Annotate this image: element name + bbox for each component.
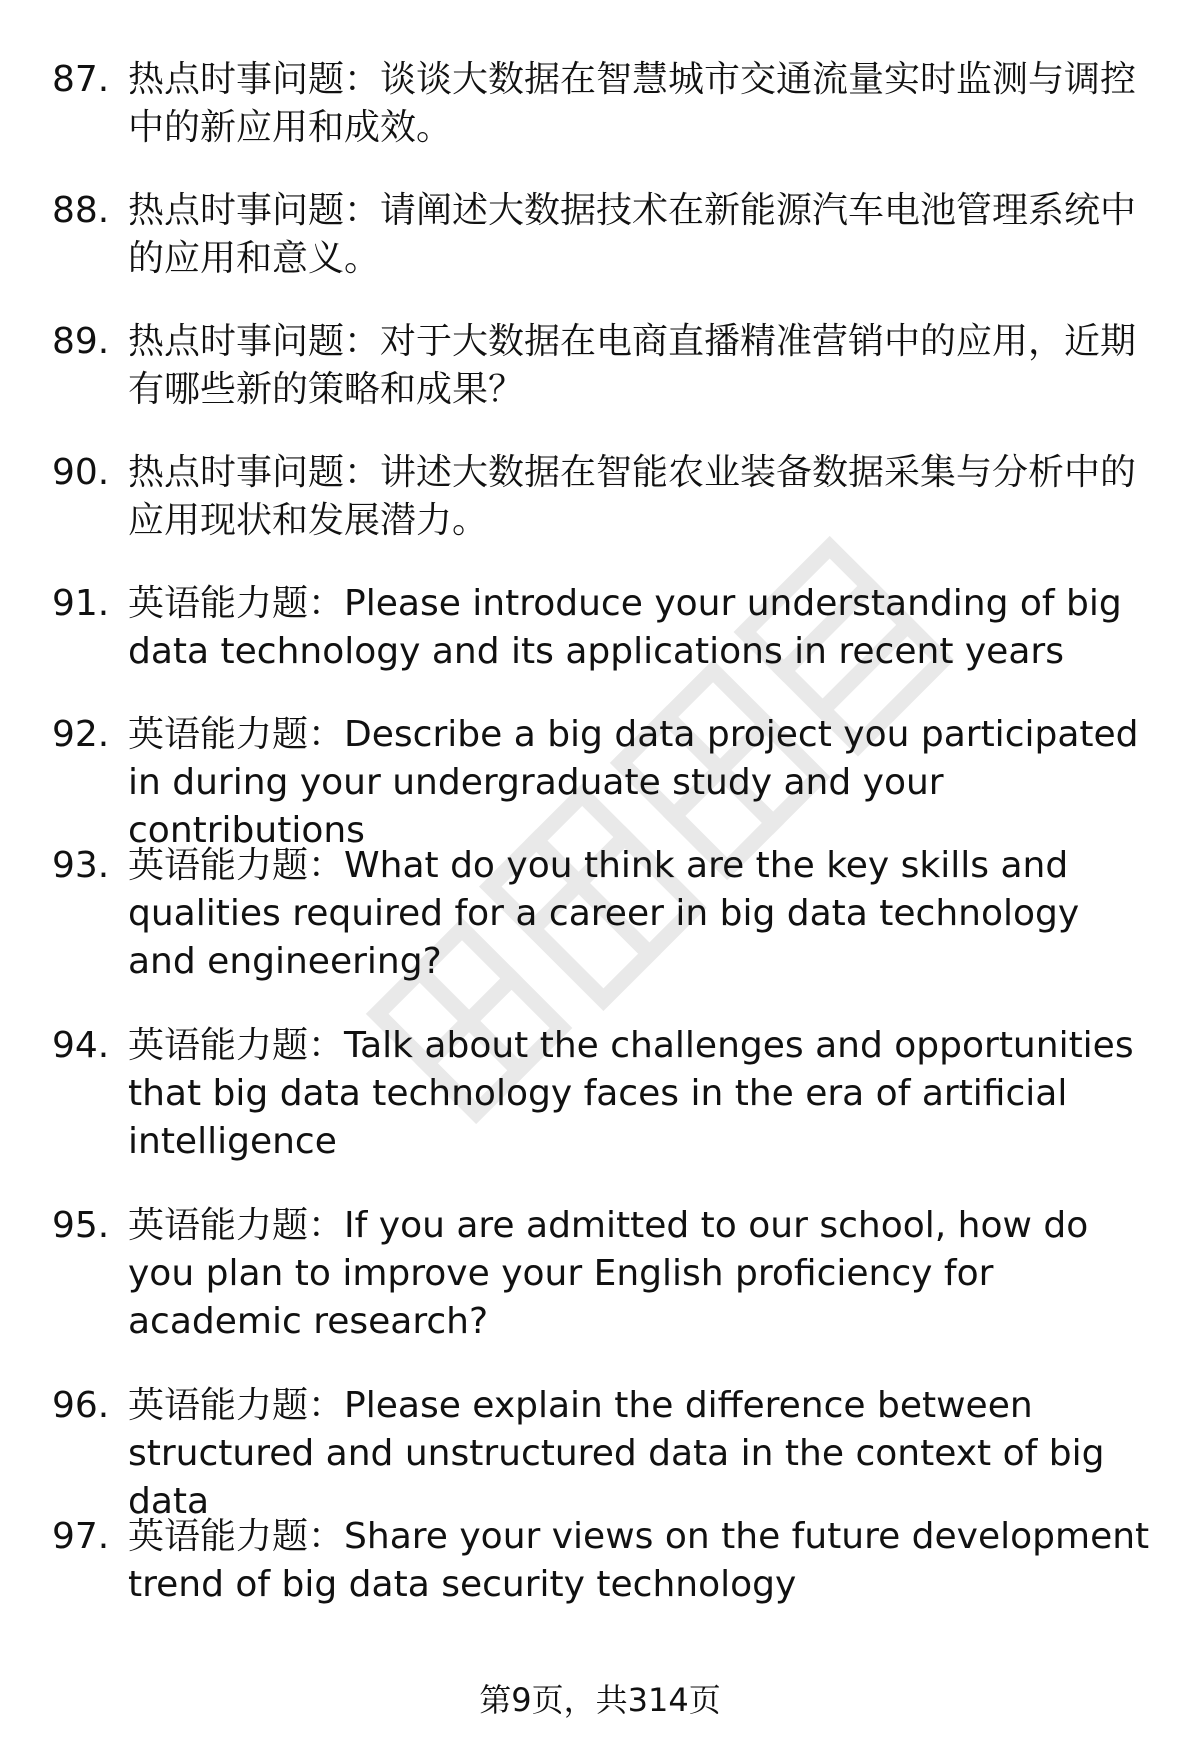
question-number: 92. bbox=[52, 714, 110, 755]
question-body: 对于大数据在电商直播精准营销中的应用，近期有哪些新的策略和成果？ bbox=[128, 321, 1137, 410]
question-text: 热点时事问题：对于大数据在电商直播精准营销中的应用，近期有哪些新的策略和成果？ bbox=[128, 321, 1137, 410]
question-text: 热点时事问题：讲述大数据在智能农业装备数据采集与分析中的应用现状和发展潜力。 bbox=[128, 452, 1137, 541]
question-text: 英语能力题：What do you think are the key skills and qualities required for a career in big data technology and engineering? bbox=[128, 845, 1080, 982]
question-text: 英语能力题：Please introduce your understanding of big data technology and its applications in recent years bbox=[128, 583, 1122, 672]
question-category: 英语能力题 bbox=[128, 714, 309, 755]
question-text: 英语能力题：Describe a big data project you participated in during your undergraduate study and your contributions bbox=[128, 714, 1139, 851]
question-body: Please explain the difference between structured and unstructured data in the context of big data bbox=[128, 1385, 1105, 1522]
question-body: Share your views on the future development trend of big data security technology bbox=[128, 1516, 1150, 1605]
question-number: 96. bbox=[52, 1385, 110, 1426]
question-number: 87. bbox=[52, 59, 110, 100]
question-number: 88. bbox=[52, 190, 110, 231]
question-number: 93. bbox=[52, 845, 110, 886]
question-text: 英语能力题：If you are admitted to our school, how do you plan to improve your English proficiency for academic research? bbox=[128, 1205, 1089, 1342]
question-body: Please introduce your understanding of big data technology and its applications in recent years bbox=[128, 583, 1122, 672]
question-text: 英语能力题：Please explain the difference between structured and unstructured data in the context of big data bbox=[128, 1385, 1105, 1522]
question-category: 英语能力题 bbox=[128, 1385, 309, 1426]
question-category: 英语能力题 bbox=[128, 1205, 309, 1246]
question-text: 英语能力题：Talk about the challenges and opportunities that big data technology faces in the era of artificial intelligence bbox=[128, 1025, 1134, 1162]
question-text: 英语能力题：Share your views on the future development trend of big data security technology bbox=[128, 1516, 1150, 1605]
question-category: 热点时事问题 bbox=[128, 59, 345, 100]
question-category: 热点时事问题 bbox=[128, 321, 345, 362]
question-number: 91. bbox=[52, 583, 110, 624]
question-category: 英语能力题 bbox=[128, 1025, 309, 1066]
question-body: Describe a big data project you participated in during your undergraduate study and your contributions bbox=[128, 714, 1139, 851]
question-number: 94. bbox=[52, 1025, 110, 1066]
question-number: 97. bbox=[52, 1516, 110, 1557]
question-category: 热点时事问题 bbox=[128, 452, 345, 493]
question-number: 89. bbox=[52, 321, 110, 362]
question-body: If you are admitted to our school, how do you plan to improve your English proficiency for academic research? bbox=[128, 1205, 1089, 1342]
question-body: 讲述大数据在智能农业装备数据采集与分析中的应用现状和发展潜力。 bbox=[128, 452, 1137, 541]
question-text: 热点时事问题：请阐述大数据技术在新能源汽车电池管理系统中的应用和意义。 bbox=[128, 190, 1137, 279]
question-body: What do you think are the key skills and qualities required for a career in big data technology and engineering? bbox=[128, 845, 1080, 982]
question-category: 英语能力题 bbox=[128, 583, 309, 624]
question-body: 请阐述大数据技术在新能源汽车电池管理系统中的应用和意义。 bbox=[128, 190, 1137, 279]
question-number: 95. bbox=[52, 1205, 110, 1246]
question-text: 热点时事问题：谈谈大数据在智慧城市交通流量实时监测与调控中的新应用和成效。 bbox=[128, 59, 1137, 148]
question-category: 英语能力题 bbox=[128, 1516, 309, 1557]
question-category: 热点时事问题 bbox=[128, 190, 345, 231]
question-number: 90. bbox=[52, 452, 110, 493]
question-body: 谈谈大数据在智慧城市交通流量实时监测与调控中的新应用和成效。 bbox=[128, 59, 1137, 148]
page-footer bbox=[0, 1680, 1200, 1720]
question-body: Talk about the challenges and opportunities that big data technology faces in the era of artificial intelligence bbox=[128, 1025, 1134, 1162]
question-category: 英语能力题 bbox=[128, 845, 309, 886]
page-number-label: 第9页，共314页 bbox=[479, 1681, 721, 1719]
